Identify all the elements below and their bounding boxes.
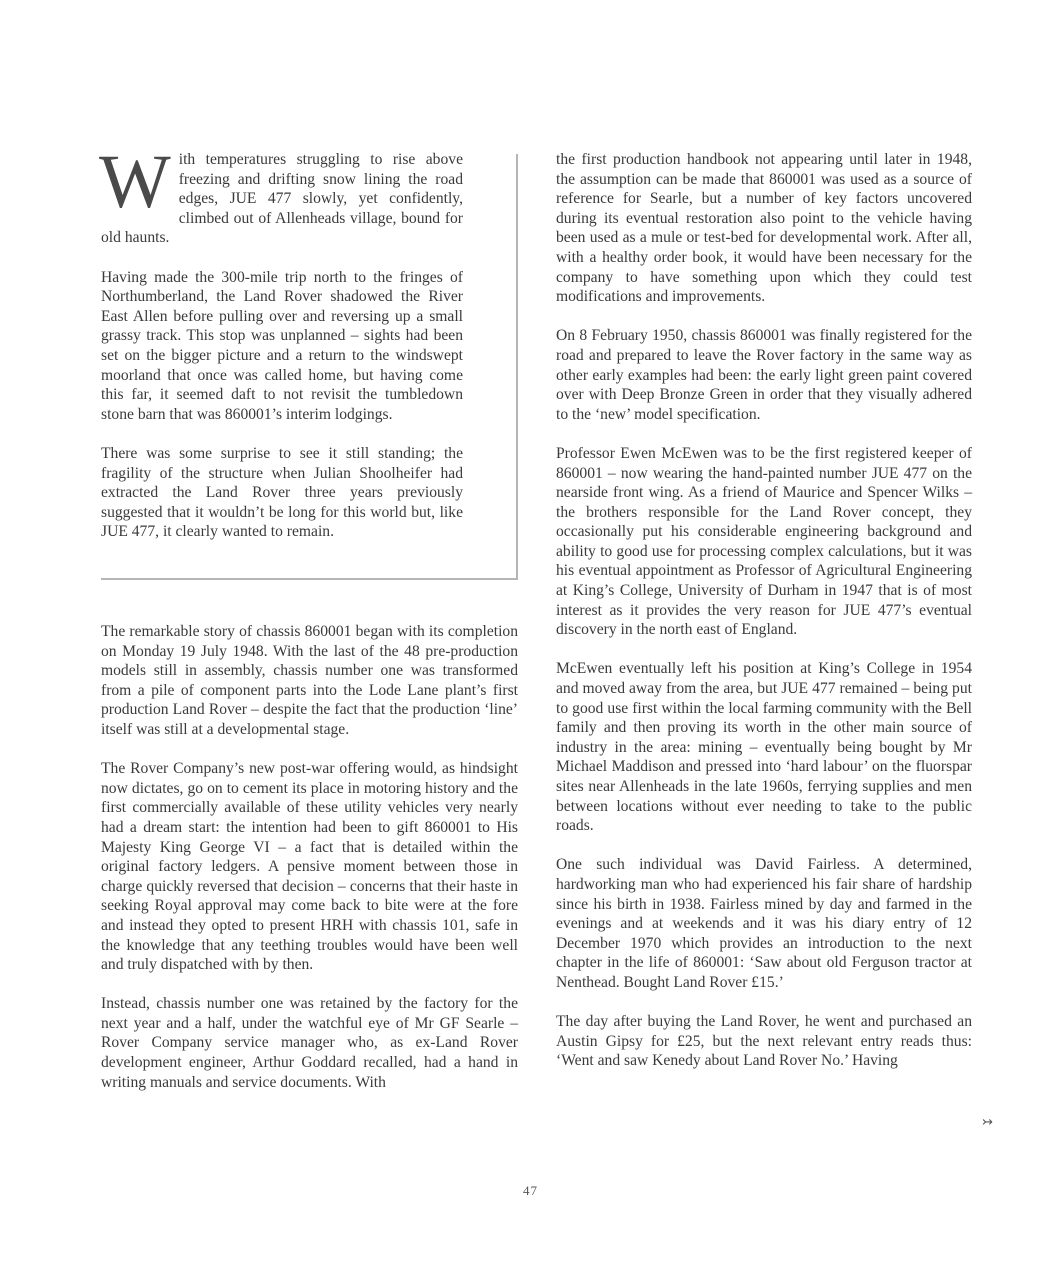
sidebar-border-right	[516, 154, 518, 580]
right-paragraph-5: One such individual was David Fairless. A determined, hardworking man who had experienced his fair share of hardship since his birth in 1938. Fairless mined by day and farmed in the evenings and at weekends and it was his diary entry of 12 December 1970 which provides an introduction to the next chapter in the life of 860001: ‘Saw about old Ferguson tractor at Nenthead. Bought Land Rover £15.’	[556, 856, 972, 991]
sidebar-border-bottom	[101, 578, 518, 580]
right-paragraph-4: McEwen eventually left his position at King’s College in 1954 and moved away from the area, but JUE 477 remained – being put to good use first within the local farming community with the Bell family and then proving its worth in the other main source of industry in the area: mining – eventually being bought by Mr Michael Maddison and pressed into ‘hard labour’ on the fluorspar sites near Allenheads in the late 1960s, ferrying supplies and men between locations without ever needing to take to the public roads.	[556, 660, 972, 835]
sidebar-opening-text: ith temperatures struggling to rise above freezing and drifting snow lining the road edges, JUE 477 slowly, yet confidently, climbed out of Allenheads village, bound for old haunts.	[101, 151, 463, 247]
drop-cap: W	[99, 140, 171, 224]
right-paragraph-2: On 8 February 1950, chassis 860001 was finally registered for the road and prepared to leave the Rover factory in the same way as other early examples had been: the early light green paint covered over with Deep Bronze Green in order that they visually adhered to the ‘new’ model specification.	[556, 327, 972, 423]
continue-arrow-icon: ↣	[982, 1115, 993, 1130]
left-paragraph-2: The Rover Company’s new post-war offering would, as hindsight now dictates, go on to cement its place in motoring history and the first commercially available of these utility vehicles very nearly had a dream start: the intention had been to gift 860001 to His Majesty King George VI – a fact that is detailed within the original factory ledgers. A pensive moment between those in charge quickly reversed that decision – concerns that their haste in seeking Royal approval may come back to bite were at the fore and instead they opted to present HRH with chassis 101, safe in the knowledge that any teething troubles would have been well and truly dispatched with by then.	[101, 760, 518, 974]
sidebar-paragraph-1	[99, 140, 463, 248]
left-paragraph-1: The remarkable story of chassis 860001 began with its completion on Monday 19 July 1948. With the last of the 48 pre-production models still in assembly, chassis number one was transformed from a pile of component parts into the Lode Lane plant’s first production Land Rover – despite the fact that the production ‘line’ itself was still at a developmental stage.	[101, 623, 518, 738]
right-paragraph-6: The day after buying the Land Rover, he went and purchased an Austin Gipsy for £25, but the next relevant entry reads thus: ‘Went and saw Kenedy about Land Rover No.’ Having	[556, 1013, 972, 1070]
right-paragraph-3: Professor Ewen McEwen was to be the first registered keeper of 860001 – now wearing the hand-painted number JUE 477 on the nearside front wing. As a friend of Maurice and Spencer Wilks – the brothers responsible for the Land Rover concept, they occasionally put his considerable engineering background and ability to good use for processing complex calculations, but it was his eventual appointment as Professor of Agricultural Engineering at King’s College, University of Durham in 1947 that is of most interest as it provides the very reason for JUE 477’s eventual discovery in the north east of England.	[556, 444, 972, 639]
right-paragraph-1: the first production handbook not appearing until later in 1948, the assumption can be made that 860001 was used as a source of reference for Searle, but a number of key factors uncovered during its eventual restoration also point to the vehicle having been used as a mule or test-bed for developmental work. After all, with a healthy order book, it would have been necessary for the company to have something upon which they could test modifications and improvements.	[556, 151, 972, 306]
sidebar-text	[99, 140, 463, 561]
sidebar-paragraph-2: Having made the 300-mile trip north to the fringes of Northumberland, the Land Rover shadowed the River East Allen before pulling over and reversing up a small grassy track. This stop was unplanned – sights had been set on the bigger picture and a return to the windswept moorland that once was called home, but having come this far, it seemed daft to not revisit the tumbledown stone barn that was 860001’s interim lodgings.	[101, 268, 463, 423]
left-column	[101, 622, 518, 1112]
sidebar-paragraph-3: There was some surprise to see it still standing; the fragility of the structure when Julian Shoolheifer had extracted the Land Rover three years previously suggested that it wouldn’t be long for this world but, like JUE 477, it clearly wanted to remain.	[101, 444, 463, 541]
right-column	[556, 150, 972, 1091]
left-paragraph-3: Instead, chassis number one was retained by the factory for the next year and a half, under the watchful eye of Mr GF Searle – Rover Company service manager who, as ex-Land Rover development engineer, Arthur Goddard recalled, had a hand in writing manuals and service documents. With	[101, 995, 518, 1091]
page-number: 47	[523, 1183, 538, 1198]
